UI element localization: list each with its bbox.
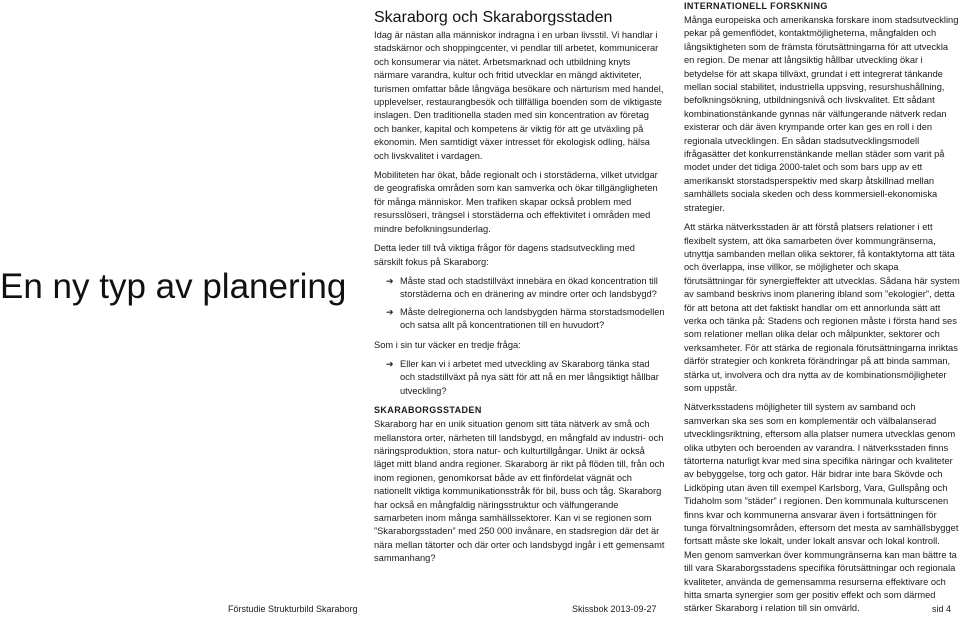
footer-document-title: Förstudie Strukturbild Skaraborg (228, 604, 358, 614)
question-text: Måste delregionerna och landsbygden härma storstadsmodellen och satsa allt på koncentrationen till en huvudort? (400, 306, 665, 331)
right-column (684, 0, 960, 622)
middle-column (374, 8, 666, 572)
arrow-icon: ➔ (386, 306, 394, 317)
subheading-international-research: INTERNATIONELL FORSKNING (684, 1, 828, 11)
intro-paragraph: Idag är nästan alla människor indragna i en urban livsstil. Vi handlar i stadskärnor och shoppingcenter, vi pendlar till arbetet, kommunicerar och konsumerar via nätet. Arbetsmarknad och utbildning knyts närmare varandra, kultur och fritid utvecklar en mängd aktiviteter, turismen omfattar både långväga besökare och närturism med handel, upplevelser, restaurangbesök och tillfälliga boenden som de viktigaste inslagen. Den traditionella staden med sin koncentration av företag och banker, kapital och kompetens är viktig för att ge utväxling på ekonomin. Men samtidigt växer intresset för ekologisk odling, hälsa och livskvalitet i vardagen. (374, 30, 664, 161)
list-item (374, 306, 666, 333)
third-question-intro: Som i sin tur väcker en tredje fråga: (374, 339, 521, 350)
questions-intro: Detta leder till två viktiga frågor för dagens stadsutveckling med särskilt fokus på Skaraborg: (374, 243, 635, 267)
page-title: En ny typ av planering (0, 267, 347, 306)
research-paragraph-3: Nätverksstadens möjligheter till system av samband och samverkan ska ses som en komplementär och välbalanserad utvecklingsriktning, eftersom alla platser numera utvecklas genom olika utbyten och beroenden av varandra. I nätverksstaden finns tätorterna naturligt kvar med sina specifika näringar och kvaliteter av bebyggelse, torg och gator. Här bidrar inte bara Skövde och Lidköping utan även till exempel Karlsborg, Vara, Gullspång och Tidaholm som ”städer” i regionen. Den kommunala kulturscenen finns kvar och kommunerna ansvarar även i fortsättningen för tunga förvaltningsområden, eftersom det mesta av samhällsbygget fortsatt måste ske lokalt, under lokalt ansvar och lokal kontroll. Men genom samverkan över kommungränserna kan man bättre ta till vara Skaraborgsstadens specifika förutsättningar och regionala kvaliteter, använda de gemensamma resurserna effektivare och hitta smarta synergier som ger positiv effekt och som därmed stärker Skaraborg i relation till sin omvärld. (684, 402, 959, 614)
subheading-skaraborgsstaden: SKARABORGSSTADEN (374, 405, 482, 416)
footer-page-number: sid 4 (932, 604, 952, 614)
research-paragraph-2: Att stärka nätverksstaden är att förstå platsers relationer i ett flexibelt system, att öka samarbeten över kommungränserna, utnyttja sambanden mellan olika sektorer, få kontaktytorna att täta och överlappa, inse villkor, se möjligheter och skapa förutsättningar för synergieffekter att utvecklas. Sådana här system av samband beskrivs inom planering ibland som ”ekologier”, detta för att betona att det faktiskt handlar om ett annorlunda sätt att verka och tänka på: Stadens och regionen måste i första hand ses som relationer mellan olika delar och målpunkter, sektorer och verksamheter. För att stärka de regionala förutsättningarna inriktas därför strategier och konkreta förändringar på att binda samman, stärka ut, involvera och dra nytta av de kombinationsmöjligheter som uppstår. (684, 222, 960, 393)
question-list (374, 275, 666, 333)
question-text: Eller kan vi i arbetet med utveckling av Skaraborg tänka stad och stadstillväxt på nya sätt för att nå en mer långsiktigt hållbar utveckling? (400, 358, 659, 396)
section-heading: Skaraborg och Skaraborgsstaden (374, 9, 613, 26)
skaraborgsstaden-paragraph: Skaraborg har en unik situation genom sitt täta nätverk av små och mellanstora orter, närheten till landsbygd, en mångfald av industri- och näringsproduktion, stora natur- och kulturtillgångar. Unikt är också läget mitt bland andra regioner. Skaraborg är rikt på flöden till, från och inom regionen, genomkorsat både av ett finfördelat vägnät och nationellt viktiga kommunikationsstråk för bil, buss och tåg. Skaraborg har också en mångfaldig näringsstruktur och välfungerande samarbeten inom många samhällssektorer. Kan vi se regionen som ”Skaraborgsstaden” med 250 000 invånare, en stadsregion där det är nära mellan tätorter och där orter och landsbygd ingår i ett gemensamt sammanhang? (374, 419, 665, 564)
mobility-paragraph: Mobiliteten har ökat, både regionalt och i storstäderna, vilket utvidgar de geografiska områden som kan samverka och ökar tillgängligheten för många människor. Men trafiken skapar också problem med resursslöseri, trängsel i storstäderna och effektivitet i områden med mindre befolkningsunderlag. (374, 170, 658, 234)
third-question-list (374, 358, 666, 398)
arrow-icon: ➔ (386, 358, 394, 369)
question-text: Måste stad och stadstillväxt innebära en ökad koncentration till storstäderna och en dränering av mindre orter och landsbygd? (400, 275, 658, 300)
list-item (374, 275, 666, 302)
list-item (374, 358, 666, 398)
footer-date: Skissbok 2013-09-27 (572, 604, 657, 614)
arrow-icon: ➔ (386, 275, 394, 286)
research-paragraph-1: Många europeiska och amerikanska forskare inom stadsutveckling pekar på gemenflödet, kontaktmöjligheterna, mångfalden och långsiktigheten som de främsta förutsättningarna för att utveckla en region. De menar att långsiktig hållbar utveckling ökar i betydelse för att skapa tillväxt, grundat i ett integrerat tänkande mellan social stabilitet, industriella uppsving, resurshushållning, befolkningsökning, utbildningsnivå och livskvalitet. Ett sådant kombinationstänkande gynnas när välfungerande nätverk redan existerar och där även krympande orter kan ges en roll i den regionala utvecklingen. En sådan stadsutvecklingsmodell ifrågasätter det konkurrenstänkande mellan städer som varit på modet under det tidiga 2000-talet och som bars upp av ett amerikanskt storstadsperspektiv med skarp åtskillnad mellan samhällets sociala skeden och dess kommersiell-ekonomiska strategier. (684, 15, 959, 213)
